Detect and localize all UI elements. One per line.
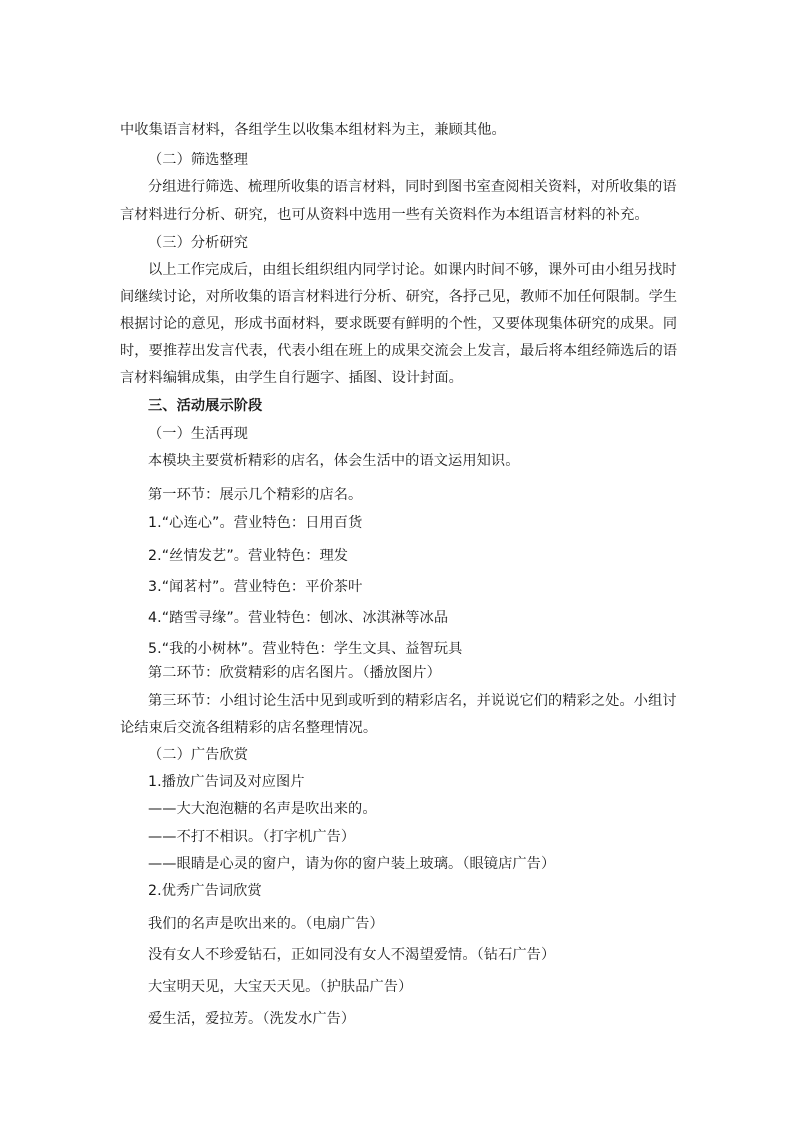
text-line: 分组进行筛选、梳理所收集的语言材料，同时到图书室查阅相关资料，对所收集的语	[148, 179, 677, 195]
text-line: 根据讨论的意见，形成书面材料，要求既要有鲜明的个性，又要体现集体研究的成果。同	[120, 316, 678, 332]
text-line: 以上工作完成后，由组长组织组内同学讨论。如课内时间不够，课外可由小组另找时	[148, 262, 677, 278]
section-heading: （三）分析研究	[148, 235, 249, 251]
section-heading: （二）广告欣赏	[148, 747, 249, 763]
quote-line: ——不打不相识。（打字机广告）	[148, 829, 356, 845]
chapter-heading: 三、活动展示阶段	[148, 398, 263, 414]
text-line: 第三环节：小组讨论生活中见到或听到的精彩店名，并说说它们的精彩之处。小组讨	[148, 693, 677, 709]
text-line: 本模块主要赏析精彩的店名，体会生活中的语文运用知识。	[148, 453, 520, 469]
quote-line: 大宝明天见，大宝天天见。（护肤品广告）	[148, 979, 413, 995]
text-line: 言材料编辑成集，由学生自行题字、插图、设计封面。	[120, 370, 463, 386]
text-line: 时，要推荐出发言代表，代表小组在班上的成果交流会上发言，最后将本组经筛选后的语	[120, 343, 678, 359]
section-heading: （二）筛选整理	[148, 152, 249, 168]
list-item: 1.播放广告词及对应图片	[148, 774, 305, 790]
list-item: 3.“闻茗村”。营业特色：平价茶叶	[148, 579, 363, 595]
quote-line: 我们的名声是吹出来的。（电扇广告）	[148, 916, 384, 932]
list-item: 5.“我的小树林”。营业特色：学生文具、益智玩具	[148, 641, 463, 657]
text-line: 论结束后交流各组精彩的店名整理情况。	[120, 720, 378, 736]
list-item: 1.“心连心”。营业特色：日用百货	[148, 515, 363, 531]
text-line: 第一环节：展示几个精彩的店名。	[148, 487, 363, 503]
list-item: 2.“丝情发艺”。营业特色：理发	[148, 548, 349, 564]
text-line: 中收集语言材料，各组学生以收集本组材料为主，兼顾其他。	[120, 122, 506, 138]
section-heading: （一）生活再现	[148, 426, 249, 442]
list-item: 2.优秀广告词欣赏	[148, 883, 262, 899]
quote-line: ——眼睛是心灵的窗户，请为你的窗户装上玻璃。（眼镜店广告）	[148, 856, 556, 872]
quote-line: 没有女人不珍爱钻石，正如同没有女人不渴望爱情。（钻石广告）	[148, 947, 556, 963]
text-line: 第二环节：欣赏精彩的店名图片。（播放图片）	[148, 665, 441, 681]
text-line: 言材料进行分析、研究，也可从资料中选用一些有关资料作为本组语言材料的补充。	[120, 207, 649, 223]
quote-line: 爱生活，爱拉芳。（洗发水广告）	[148, 1011, 356, 1027]
list-item: 4.“踏雪寻缘”。营业特色：刨冰、冰淇淋等冰品	[148, 610, 449, 626]
text-line: 间继续讨论，对所收集的语言材料进行分析、研究，各抒己见，教师不加任何限制。学生	[120, 289, 678, 305]
quote-line: ——大大泡泡糖的名声是吹出来的。	[148, 801, 377, 817]
